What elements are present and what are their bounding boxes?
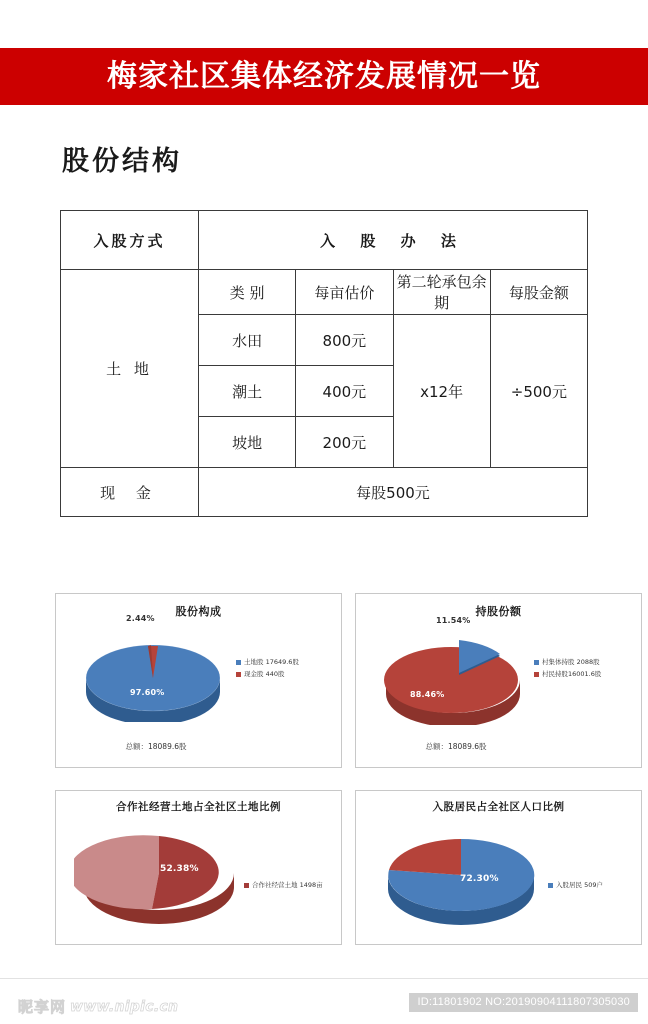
stock-structure-table-wrap [60,210,588,517]
chart-legend [236,656,299,681]
legend-item [244,879,323,891]
legend-swatch-icon [244,883,249,888]
chart-title: 入股居民占全社区人口比例 [432,801,565,813]
pie-chart-share-composition [78,614,228,722]
chart-title: 合作社经营土地占全社区土地比例 [116,801,281,813]
legend-swatch-icon [548,883,553,888]
legend-item [534,656,601,668]
pie-label-cash-share: 2.44% [126,614,155,623]
cell-price-slope: 200元 [296,417,393,468]
pie-svg [378,630,528,725]
stock-structure-table [60,210,588,517]
pie-label-land-share: 97.60% [130,688,165,697]
watermark-logo: 昵享网 [18,998,67,1016]
legend-label: 村民持股16001.6股 [542,670,602,679]
chart-total-label: 总额：18089.6股 [425,742,487,751]
legend-label: 土地股 17649.6股 [244,658,299,666]
table-subheader-row [61,270,588,315]
pie-chart-shareholding [378,616,528,725]
table-header-row [61,211,588,270]
cell-cash-value: 每股500元 [199,468,588,517]
subheader-per-share-amount: 每股金额 [490,270,587,315]
pie-label-collective: 11.54% [436,616,471,625]
legend-swatch-icon [236,672,241,677]
chart-panel-resident-ratio [355,790,642,945]
banner-title: 梅家社区集体经济发展情况一览 [107,58,541,94]
table-row-cash [61,468,588,517]
subheader-contract-term: 第二轮承包余期 [393,270,490,315]
pie-label-coop-land: 52.38% [160,864,199,874]
pie-svg [74,821,244,926]
watermark [18,996,178,1017]
header-invest-method: 入股方式 [61,211,199,270]
pie-label-villagers: 88.46% [410,690,445,699]
legend-label: 入股居民 509户 [556,881,603,889]
legend-swatch-icon [534,660,539,665]
cell-category-slope: 坡地 [199,417,296,468]
cell-price-paddy: 800元 [296,315,393,366]
legend-swatch-icon [236,660,241,665]
chart-panel-shareholding [355,593,642,768]
image-id-badge: ID:11801902 NO:20190904111807305030 [409,993,638,1012]
chart-total-label: 总额：18089.6股 [125,742,187,751]
chart-legend [244,879,323,891]
cell-category-moist-soil: 潮土 [199,366,296,417]
banner [0,48,648,105]
watermark-url: www.nipic.cn [70,998,179,1015]
footer-divider [0,978,648,979]
cell-contract-term: x12年 [393,315,490,468]
legend-item [236,668,299,680]
legend-label: 现金股 440股 [244,670,285,679]
cell-land-label: 土 地 [61,270,199,468]
chart-title: 持股份额 [475,605,522,618]
header-invest-rule: 入 股 办 法 [199,211,588,270]
cell-cash-label: 现 金 [61,468,199,517]
chart-legend [534,656,601,681]
subheader-price-per-mu: 每亩估价 [296,270,393,315]
cell-category-paddy: 水田 [199,315,296,366]
legend-label: 合作社经营土地 1498亩 [252,881,323,889]
pie-svg [78,630,228,722]
pie-label-residents: 72.30% [460,874,499,884]
chart-panel-coop-land-ratio [55,790,342,945]
cell-per-share: ÷500元 [490,315,587,468]
legend-swatch-icon [534,672,539,677]
pie-chart-coop-land [74,821,244,926]
chart-panel-share-composition [55,593,342,768]
legend-label: 村集体持股 2088股 [542,658,600,666]
cell-price-moist-soil: 400元 [296,366,393,417]
legend-item [236,656,299,668]
legend-item [548,879,603,891]
subheader-category: 类 别 [199,270,296,315]
legend-item [534,668,601,680]
section-title: 股份结构 [62,146,182,177]
pie-chart-resident-ratio [378,823,546,928]
chart-legend [548,879,603,891]
chart-title: 股份构成 [175,605,222,618]
